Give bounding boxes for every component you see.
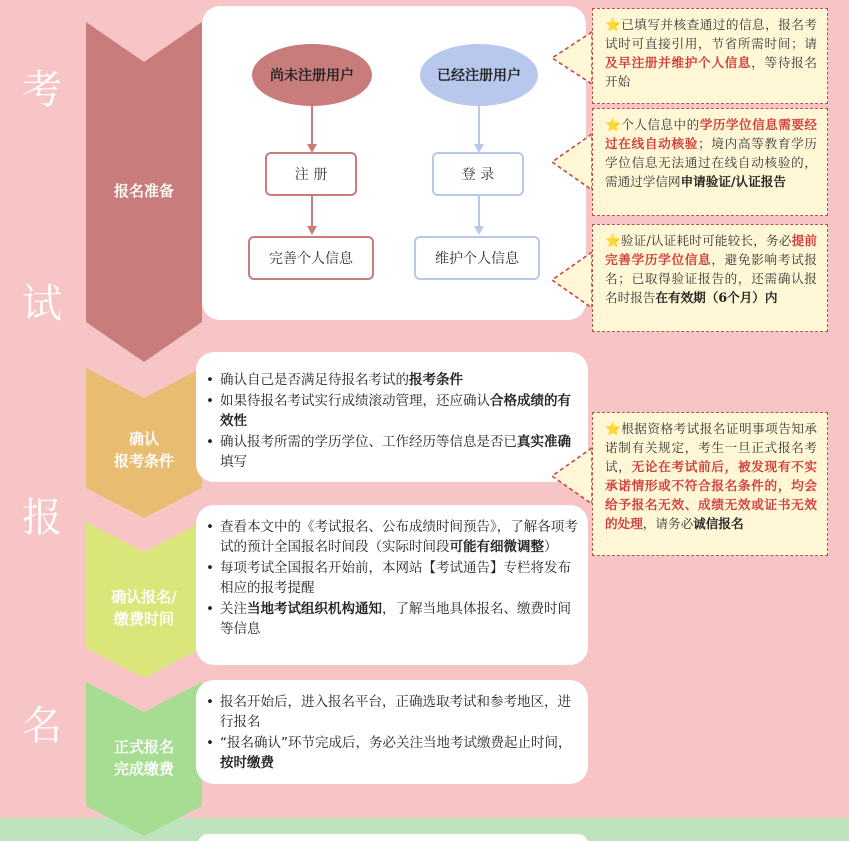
side-char-bao: 报 [22, 495, 62, 541]
step-label-formal: 正式报名 完成缴费 [113, 738, 174, 778]
list-item: • “报名确认”环节完成后，务必关注当地考试缴费起止时间，按时缴费 [206, 733, 578, 773]
side-char-shi: 试 [22, 281, 62, 327]
star-icon: ⭐ [605, 233, 621, 248]
note-integrity: ⭐根据资格考试报名证明事项告知承诺制有关规定，考生一旦正式报名考试，无论在考试前后，被发现有不实承诺情形或不符合报名条件的，均会给予报名无效、成绩无效或证书无效的处理，请务必诚信报名 [592, 412, 828, 556]
note-early-register: ⭐已填写并核查通过的信息，报名考试时可直接引用，节省所需时间；请及早注册并维护个人信息，等待报名开始 [592, 8, 828, 104]
timing-list [206, 517, 578, 640]
note-pointer [548, 250, 592, 310]
note-report-validity: ⭐验证/认证耗时可能较长，务必提前完善学历学位信息，避免影响考试报名；已取得验证报告的，还需确认报名时报告在有效期（6个月）内 [592, 224, 828, 332]
side-char-ming: 名 [22, 703, 62, 749]
formal-list [206, 692, 578, 774]
star-icon: ⭐ [605, 17, 622, 32]
oval-unregistered: 尚未注册用户 [252, 44, 372, 106]
list-item: • 每项考试全国报名开始前，本网站【考试通告】专栏将发布相应的报考提醒 [206, 558, 578, 598]
conditions-list [206, 370, 578, 473]
arrow-down-icon [472, 196, 486, 236]
maintain-info-box: 维护个人信息 [414, 236, 540, 280]
arrow-down-icon [305, 196, 319, 236]
star-icon: ⭐ [605, 117, 622, 132]
arrow-down-icon [305, 106, 319, 154]
list-item: • 报名开始后，进入报名平台，正确选取考试和参考地区，进行报名 [206, 692, 578, 732]
step-label-confirm-time: 确认报名/ 缴费时间 [111, 588, 177, 628]
note-degree-verify: ⭐个人信息中的学历学位信息需要经过在线自动核验；境内高等教育学历学位信息无法通过在线自动核验的，需通过学信网申请验证/认证报告 [592, 108, 828, 216]
step-label-prep: 报名准备 [113, 182, 174, 200]
note-pointer [548, 30, 592, 86]
arrow-down-icon [472, 106, 486, 154]
list-item: • 如果待报名考试实行成绩滚动管理，还应确认合格成绩的有效性 [206, 391, 578, 431]
complete-info-box: 完善个人信息 [248, 236, 374, 280]
register-box: 注 册 [265, 152, 357, 196]
list-item: • 确认自己是否满足待报名考试的报考条件 [206, 370, 578, 390]
note-pointer [548, 446, 592, 506]
next-section-panel [198, 834, 588, 841]
login-box: 登 录 [432, 152, 524, 196]
list-item: • 确认报考所需的学历学位、工作经历等信息是否已真实准确填写 [206, 432, 578, 472]
step-label-confirm-conditions: 确认 报考条件 [113, 430, 174, 470]
star-icon: ⭐ [605, 421, 622, 436]
list-item: • 查看本文中的《考试报名、公布成绩时间预告》，了解各项考试的预计全国报名时间段（实际时间段可能有细微调整） [206, 517, 578, 557]
side-char-kao: 考 [22, 67, 62, 113]
oval-registered: 已经注册用户 [420, 44, 538, 106]
list-item: • 关注当地考试组织机构通知，了解当地具体报名、缴费时间等信息 [206, 599, 578, 639]
note-pointer [548, 132, 592, 192]
